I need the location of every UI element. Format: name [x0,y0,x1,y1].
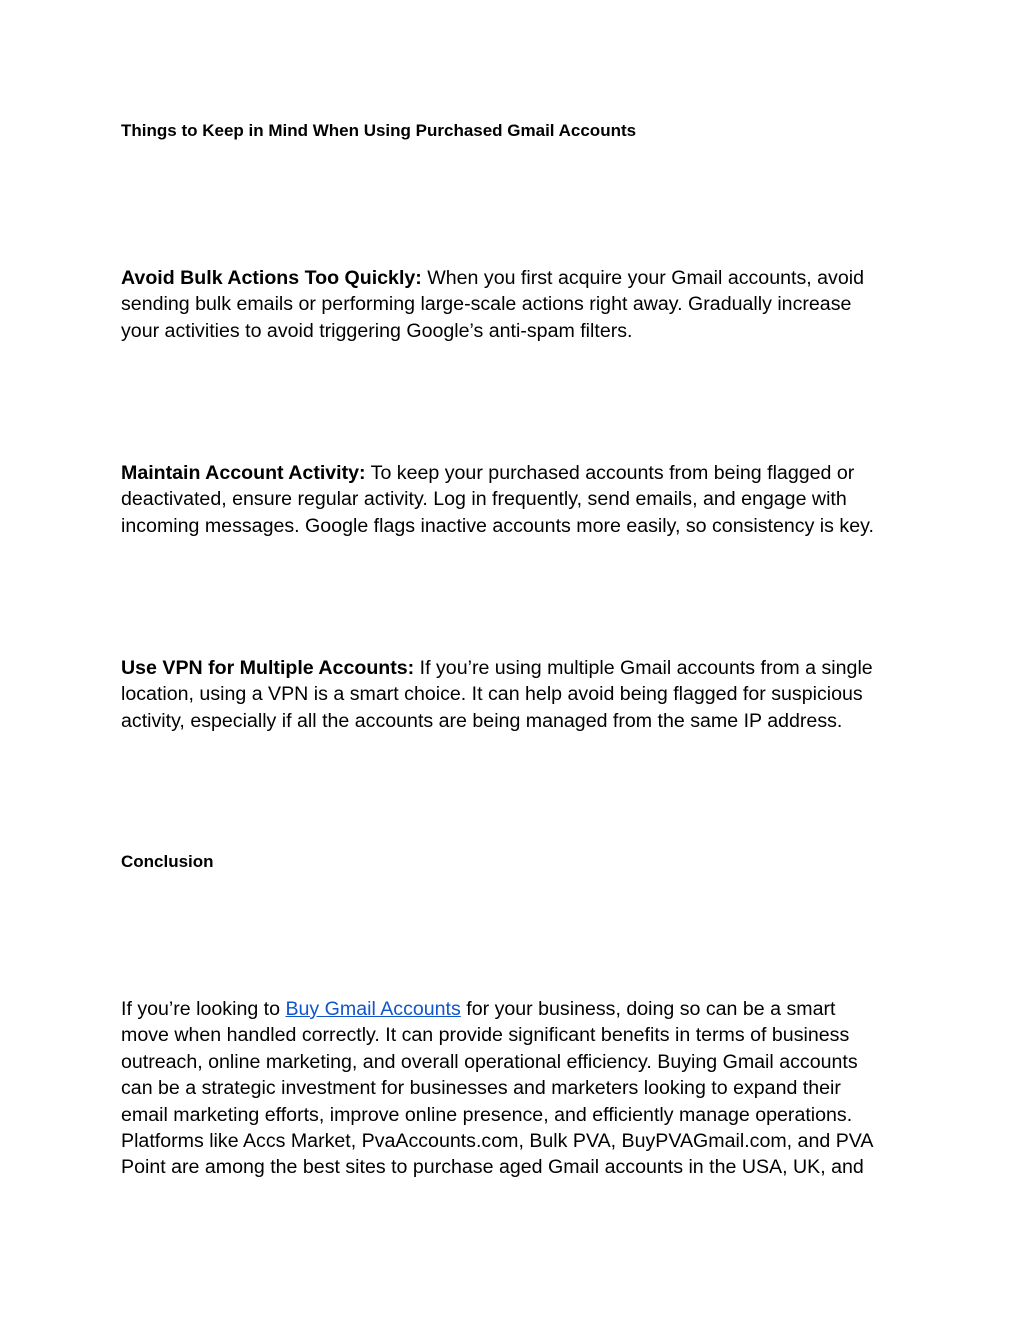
tip-line-1 [121,460,921,486]
tip-text: If you’re using multiple Gmail accounts from a single [414,657,873,679]
tip-lead-label: Avoid Bulk Actions Too Quickly: [121,267,422,289]
tip-line-1 [121,655,921,681]
tip-paragraph-avoid-bulk-actions [121,265,921,344]
tip-paragraph-use-vpn [121,655,921,734]
conclusion-line-6: Platforms like Accs Market, PvaAccounts.com, Bulk PVA, BuyPVAGmail.com, and PVA [121,1130,874,1153]
conclusion-paragraph [121,996,921,1181]
tip-line-2: location, using a VPN is a smart choice. It can help avoid being flagged for suspicious [121,683,863,706]
tip-line-2: sending bulk emails or performing large-scale actions right away. Gradually increase [121,293,852,316]
conclusion-line-4: can be a strategic investment for businesses and marketers looking to expand their [121,1077,841,1100]
tip-line-3: your activities to avoid triggering Google’s anti-spam filters. [121,319,633,342]
tip-line-3: activity, especially if all the accounts are being managed from the same IP address. [121,709,843,732]
tip-paragraph-maintain-account-activity [121,460,921,539]
conclusion-line-2: move when handled correctly. It can provide significant benefits in terms of business [121,1024,850,1047]
conclusion-line-3: outreach, online marketing, and overall operational efficiency. Buying Gmail accounts [121,1050,858,1073]
conclusion-text: If you’re looking to [121,998,286,1020]
section-heading-conclusion: Conclusion [121,852,214,871]
tip-lead-label: Use VPN for Multiple Accounts: [121,657,415,679]
tip-lead-label: Maintain Account Activity: [121,462,366,484]
conclusion-line-1 [121,996,921,1022]
tip-line-1 [121,265,921,291]
tip-line-3: incoming messages. Google flags inactive accounts more easily, so consistency is key. [121,514,874,537]
conclusion-text: for your business, doing so can be a smart [460,998,836,1020]
tip-text: When you first acquire your Gmail accounts, avoid [421,267,864,289]
buy-gmail-accounts-link[interactable]: Buy Gmail Accounts [285,998,461,1020]
conclusion-line-7: Point are among the best sites to purchase aged Gmail accounts in the USA, UK, and [121,1156,864,1179]
tip-line-2: deactivated, ensure regular activity. Log in frequently, send emails, and engage with [121,488,847,511]
section-heading-things-to-keep-in-mind: Things to Keep in Mind When Using Purchased Gmail Accounts [121,121,637,140]
conclusion-line-5: email marketing efforts, improve online presence, and efficiently manage operations. [121,1103,853,1126]
tip-text: To keep your purchased accounts from being flagged or [365,462,855,484]
